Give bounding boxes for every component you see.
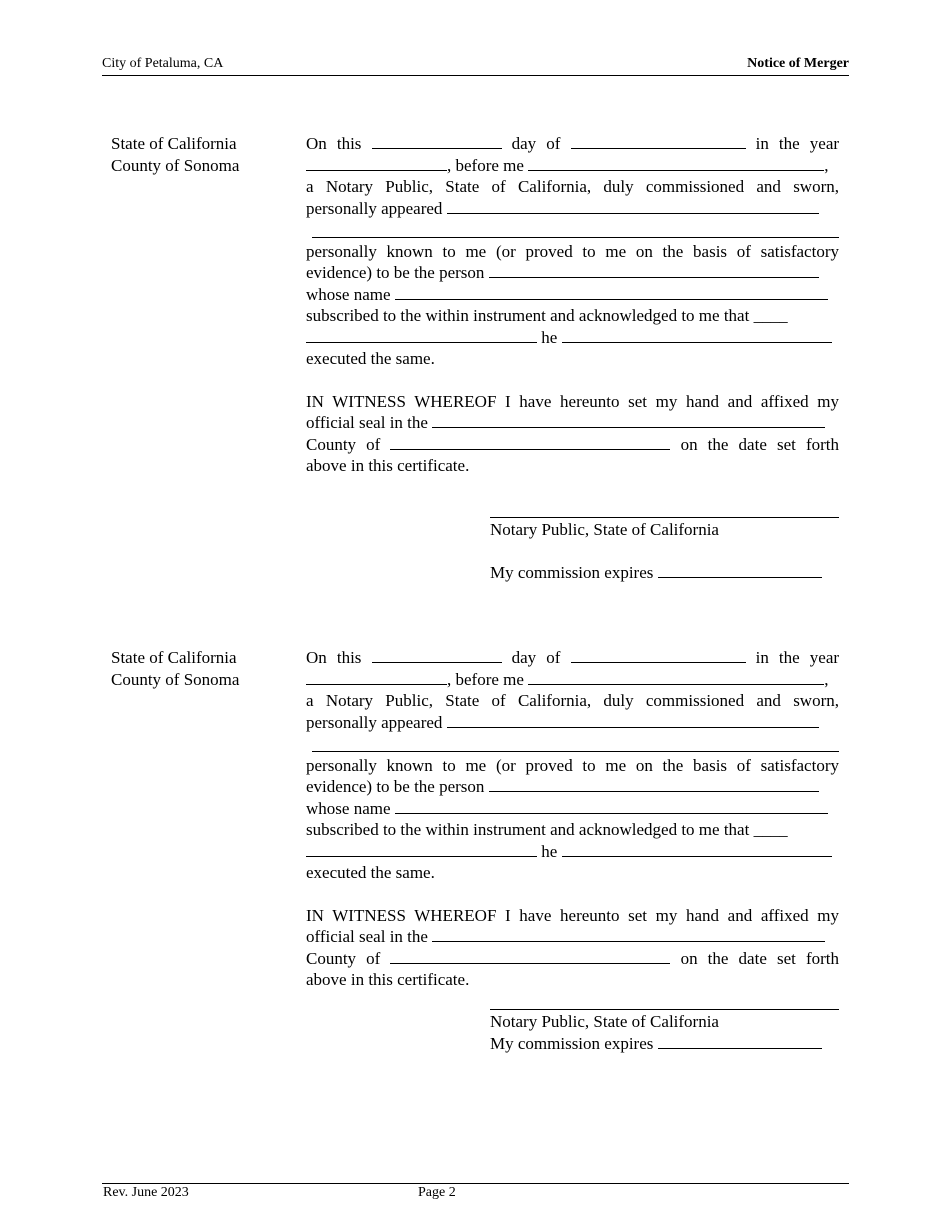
- text-before-me: , before me: [447, 155, 524, 175]
- line-commission: [490, 562, 839, 584]
- notary-line: a Notary Public, State of California, duly commissioned and sworn,: [306, 177, 839, 196]
- line-evidence: [306, 262, 839, 284]
- acknowledged-field[interactable]: [306, 841, 537, 857]
- header-city: City of Petaluma, CA: [102, 56, 224, 71]
- text-commission: My commission expires: [490, 563, 654, 582]
- line-seal: [306, 926, 839, 948]
- commission-field[interactable]: [658, 562, 822, 578]
- text-comma: ,: [824, 155, 829, 175]
- notary-signature-label: Notary Public, State of California: [490, 1012, 719, 1031]
- seal-field[interactable]: [432, 926, 825, 942]
- month-field[interactable]: [571, 133, 746, 149]
- line-on-this: [306, 647, 839, 669]
- appeared-field[interactable]: [447, 712, 819, 728]
- acknowledged-field[interactable]: [306, 327, 537, 343]
- text-day-of: day of: [511, 648, 561, 667]
- line-personally-appeared: [306, 712, 839, 734]
- executed-line: executed the same.: [306, 349, 435, 368]
- text-on-this: On this: [306, 134, 362, 153]
- text-in-the-year: in the year: [755, 648, 840, 667]
- venue: [111, 133, 291, 176]
- footer-page-number: Page 2: [418, 1185, 456, 1200]
- text-personally-appeared: personally appeared: [306, 198, 443, 218]
- above-line: above in this certificate.: [306, 970, 470, 989]
- text-whose-name: whose name: [306, 798, 391, 818]
- line-whose-name: [306, 798, 839, 820]
- line-before-me: [306, 669, 839, 691]
- day-field[interactable]: [372, 133, 502, 149]
- executed-line: executed the same.: [306, 863, 435, 882]
- person-field[interactable]: [489, 262, 819, 278]
- day-field[interactable]: [372, 647, 502, 663]
- text-evidence: evidence) to be the person: [306, 263, 485, 282]
- line-he: [306, 841, 839, 863]
- year-field[interactable]: [306, 155, 447, 171]
- line-whose-name: [306, 284, 839, 306]
- notary-signature-line[interactable]: [490, 517, 839, 518]
- text-county-of: County of: [306, 434, 381, 454]
- text-seal: official seal in the: [306, 413, 428, 432]
- footer-rule: [102, 1183, 849, 1184]
- he-field[interactable]: [562, 327, 832, 343]
- known-line: personally known to me (or proved to me on the basis of satisfactory: [306, 241, 839, 261]
- text-he: he: [541, 327, 558, 347]
- subscribed-line: subscribed to the within instrument and acknowledged to me that ____: [306, 306, 788, 325]
- text-county-of: County of: [306, 948, 381, 968]
- text-on-date: on the date set forth: [680, 434, 840, 454]
- whose-name-field[interactable]: [395, 798, 828, 814]
- line-seal: [306, 412, 839, 434]
- line-on-this: [306, 133, 839, 155]
- text-day-of: day of: [511, 134, 561, 153]
- text-commission: My commission expires: [490, 1034, 654, 1053]
- person-field[interactable]: [489, 776, 819, 792]
- text-seal: official seal in the: [306, 927, 428, 946]
- known-line: personally known to me (or proved to me on the basis of satisfactory: [306, 755, 839, 775]
- notary-line: a Notary Public, State of California, duly commissioned and sworn,: [306, 691, 839, 710]
- venue-county: County of Sonoma: [111, 669, 240, 689]
- text-whose-name: whose name: [306, 284, 391, 304]
- line-personally-appeared: [306, 198, 839, 220]
- year-field[interactable]: [306, 669, 447, 685]
- line-evidence: [306, 776, 839, 798]
- notary-signature-line[interactable]: [490, 1009, 839, 1010]
- line-county-of: [306, 434, 839, 456]
- before-me-field[interactable]: [528, 669, 824, 685]
- header-rule: [102, 75, 849, 76]
- line-commission: [490, 1033, 839, 1055]
- before-me-field[interactable]: [528, 155, 824, 171]
- commission-field[interactable]: [658, 1033, 822, 1049]
- appeared-field-2[interactable]: [312, 222, 839, 238]
- text-evidence: evidence) to be the person: [306, 777, 485, 796]
- seal-field[interactable]: [432, 412, 825, 428]
- appeared-field[interactable]: [447, 198, 819, 214]
- text-in-the-year: in the year: [755, 134, 840, 153]
- county-field[interactable]: [390, 948, 670, 964]
- venue-state: State of California: [111, 648, 237, 667]
- witness-line: IN WITNESS WHEREOF I have hereunto set my hand and affixed my: [306, 905, 839, 925]
- venue: [111, 647, 291, 690]
- text-on-date: on the date set forth: [680, 948, 840, 968]
- venue-county: County of Sonoma: [111, 155, 240, 175]
- text-before-me: , before me: [447, 669, 524, 689]
- header-title: Notice of Merger: [747, 56, 849, 71]
- footer-revision: Rev. June 2023: [103, 1185, 189, 1200]
- text-personally-appeared: personally appeared: [306, 712, 443, 732]
- text-on-this: On this: [306, 648, 362, 667]
- text-comma: ,: [824, 669, 829, 689]
- he-field[interactable]: [562, 841, 832, 857]
- subscribed-line: subscribed to the within instrument and acknowledged to me that ____: [306, 820, 788, 839]
- line-he: [306, 327, 839, 349]
- line-county-of: [306, 948, 839, 970]
- text-he: he: [541, 841, 558, 861]
- venue-state: State of California: [111, 134, 237, 153]
- notary-signature-label: Notary Public, State of California: [490, 520, 719, 539]
- month-field[interactable]: [571, 647, 746, 663]
- witness-line: IN WITNESS WHEREOF I have hereunto set my hand and affixed my: [306, 391, 839, 411]
- appeared-field-2[interactable]: [312, 736, 839, 752]
- county-field[interactable]: [390, 434, 670, 450]
- whose-name-field[interactable]: [395, 284, 828, 300]
- above-line: above in this certificate.: [306, 456, 470, 475]
- line-before-me: [306, 155, 839, 177]
